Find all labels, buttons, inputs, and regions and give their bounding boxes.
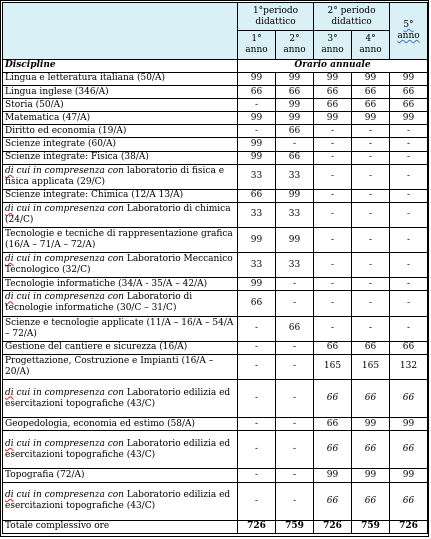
discipline-name <box>3 189 238 202</box>
discipline-text: Matematica (47/A) <box>5 112 91 123</box>
period1-header: 1°periodo didattico <box>238 3 314 31</box>
hours-cell: - <box>276 431 314 469</box>
discipline-name <box>3 469 238 482</box>
hours-cell: - <box>352 316 390 341</box>
hours-cell: - <box>390 291 428 316</box>
hours-cell: - <box>352 151 390 164</box>
table-row <box>3 202 428 227</box>
table-row <box>3 379 428 417</box>
table-row <box>3 189 428 202</box>
discipline-text: Diritto ed economia (19/A) <box>5 125 127 136</box>
hours-cell: - <box>352 202 390 227</box>
hours-cell: - <box>238 431 276 469</box>
hours-cell: - <box>276 341 314 354</box>
hours-cell: - <box>390 189 428 202</box>
hours-cell: - <box>238 125 276 138</box>
discipline-text: Tecnologie informatiche (34/A - 35/A – 42/A) <box>5 278 208 289</box>
hours-cell: - <box>314 151 352 164</box>
discipline-name <box>3 379 238 417</box>
hours-cell: - <box>276 138 314 151</box>
compresenza-prefix: di cui in compresenza con <box>5 387 124 398</box>
hours-cell: 66 <box>390 86 428 99</box>
header-blank-cell <box>3 3 238 60</box>
table-row <box>3 86 428 99</box>
total-hours-cell: 759 <box>352 520 390 533</box>
hours-cell: 99 <box>390 418 428 431</box>
hours-cell: - <box>238 469 276 482</box>
year2-header: 2° anno <box>276 31 314 59</box>
year4-header: 4° anno <box>352 31 390 59</box>
discipline-name <box>3 99 238 112</box>
discipline-text: Laboratorio edilizia ed esercitazioni topografiche (43/C) <box>5 387 231 409</box>
hours-cell: 66 <box>390 482 428 520</box>
hours-cell: - <box>390 138 428 151</box>
hours-cell: - <box>352 278 390 291</box>
hours-cell: 99 <box>390 469 428 482</box>
hours-cell: 66 <box>238 86 276 99</box>
hours-cell: - <box>314 138 352 151</box>
compresenza-prefix: di cui in compresenza con <box>5 165 124 176</box>
hours-cell: 99 <box>352 72 390 85</box>
discipline-name <box>3 316 238 341</box>
table-row <box>3 72 428 85</box>
total-hours-cell: 726 <box>238 520 276 533</box>
hours-cell: 165 <box>314 354 352 379</box>
hours-cell: - <box>314 202 352 227</box>
prefix-di: di <box>5 292 14 303</box>
hours-cell: - <box>238 379 276 417</box>
hours-cell: 132 <box>390 354 428 379</box>
hours-cell: - <box>390 151 428 164</box>
hours-cell: 33 <box>238 253 276 278</box>
hours-cell: 66 <box>314 379 352 417</box>
total-hours-cell: 759 <box>276 520 314 533</box>
discipline-name <box>3 482 238 520</box>
hours-cell: 99 <box>390 112 428 125</box>
discipline-text: Scienze integrate: Chimica (12/A 13/A) <box>5 190 184 201</box>
compresenza-prefix: di cui in compresenza con <box>5 490 124 501</box>
hours-cell: 99 <box>276 228 314 253</box>
hours-cell: - <box>390 228 428 253</box>
hours-cell: - <box>352 125 390 138</box>
hours-cell: 33 <box>276 202 314 227</box>
total-row <box>3 520 428 533</box>
hours-cell: 66 <box>276 86 314 99</box>
discipline-text: Laboratorio edilizia ed esercitazioni topografiche (43/C) <box>5 438 231 460</box>
hours-cell: - <box>390 316 428 341</box>
prefix-di: di <box>5 254 14 265</box>
hours-cell: 33 <box>276 253 314 278</box>
hours-cell: 66 <box>352 341 390 354</box>
prefix-di: di <box>5 165 14 176</box>
total-hours-cell: 726 <box>314 520 352 533</box>
year5-header <box>390 3 428 60</box>
hours-cell: 66 <box>390 379 428 417</box>
discipline-name <box>3 86 238 99</box>
hours-cell: 66 <box>238 291 276 316</box>
hours-cell: - <box>238 482 276 520</box>
hours-cell: 99 <box>352 469 390 482</box>
discipline-text: Progettazione, Costruzione e Impianti (16/A – 20/A) <box>5 355 214 377</box>
hours-cell: 33 <box>238 164 276 189</box>
discipline-name <box>3 228 238 253</box>
table-row <box>3 482 428 520</box>
hours-cell: 99 <box>238 138 276 151</box>
hours-cell: - <box>276 379 314 417</box>
discipline-text: Laboratorio edilizia ed esercitazioni topografiche (43/C) <box>5 490 231 512</box>
hours-cell: 66 <box>276 125 314 138</box>
discipline-name <box>3 431 238 469</box>
hours-cell: 99 <box>314 112 352 125</box>
table-row <box>3 278 428 291</box>
table-row <box>3 228 428 253</box>
table-row <box>3 431 428 469</box>
discipline-text: Laboratorio Meccanico Tecnologico (32/C) <box>5 254 233 276</box>
discipline-text: Scienze e tecnologie applicate (11/A – 16/A – 54/A – 72/A) <box>5 317 234 339</box>
discipline-label: Discipline <box>3 59 238 72</box>
orario-label: Orario annuale <box>238 59 428 72</box>
table-row <box>3 99 428 112</box>
table-row <box>3 341 428 354</box>
hours-cell: - <box>390 202 428 227</box>
table-row <box>3 112 428 125</box>
hours-cell: - <box>352 138 390 151</box>
table-row <box>3 164 428 189</box>
hours-cell: 99 <box>352 418 390 431</box>
hours-cell: 66 <box>314 418 352 431</box>
discipline-name <box>3 354 238 379</box>
hours-cell: 66 <box>276 316 314 341</box>
hours-cell: 66 <box>352 86 390 99</box>
schedule-table <box>2 2 428 534</box>
hours-cell: 66 <box>276 151 314 164</box>
discipline-name <box>3 72 238 85</box>
discipline-name <box>3 112 238 125</box>
hours-cell: - <box>238 316 276 341</box>
table-row <box>3 418 428 431</box>
compresenza-prefix: di cui in compresenza con <box>5 254 124 265</box>
table-row <box>3 469 428 482</box>
discipline-name <box>3 164 238 189</box>
hours-cell: 66 <box>390 99 428 112</box>
discipline-text: Laboratorio di tecnologie informatiche (30/C – 31/C) <box>5 292 193 314</box>
prefix-di: di <box>5 387 14 398</box>
hours-cell: 99 <box>276 112 314 125</box>
discipline-name <box>3 151 238 164</box>
total-hours-cell: 726 <box>390 520 428 533</box>
hours-cell: 99 <box>238 72 276 85</box>
compresenza-prefix: di cui in compresenza con <box>5 203 124 214</box>
period2-header: 2° periodo didattico <box>314 3 390 31</box>
hours-cell: 66 <box>352 99 390 112</box>
hours-cell: 99 <box>238 228 276 253</box>
hours-cell: - <box>276 291 314 316</box>
hours-cell: 33 <box>276 164 314 189</box>
hours-cell: 99 <box>276 99 314 112</box>
hours-cell: - <box>276 354 314 379</box>
year5-label: 5° anno <box>397 19 420 41</box>
hours-cell: - <box>238 99 276 112</box>
hours-cell: - <box>390 253 428 278</box>
table-row <box>3 151 428 164</box>
header-row-periods <box>3 3 428 31</box>
hours-cell: - <box>238 354 276 379</box>
hours-cell: - <box>276 278 314 291</box>
hours-cell: - <box>352 253 390 278</box>
hours-cell: - <box>352 164 390 189</box>
hours-cell: 165 <box>352 354 390 379</box>
hours-cell: - <box>352 228 390 253</box>
prefix-di: di <box>5 438 14 449</box>
hours-cell: 99 <box>314 469 352 482</box>
hours-cell: 66 <box>314 431 352 469</box>
discipline-text: Geopedologia, economia ed estimo (58/A) <box>5 418 196 429</box>
hours-cell: 66 <box>352 482 390 520</box>
hours-cell: - <box>276 469 314 482</box>
hours-cell: - <box>314 189 352 202</box>
hours-cell: - <box>314 253 352 278</box>
hours-cell: - <box>314 228 352 253</box>
table-row <box>3 138 428 151</box>
table-row <box>3 291 428 316</box>
discipline-text: Storia (50/A) <box>5 99 64 110</box>
hours-cell: - <box>314 125 352 138</box>
discipline-text: Lingua inglese (346/A) <box>5 86 109 97</box>
hours-cell: 66 <box>352 379 390 417</box>
prefix-di: di <box>5 203 14 214</box>
hours-cell: - <box>238 341 276 354</box>
discipline-text: Lingua e letteratura italiana (50/A) <box>5 73 166 84</box>
discipline-name <box>3 291 238 316</box>
discipline-name <box>3 253 238 278</box>
hours-cell: - <box>352 291 390 316</box>
hours-cell: 99 <box>238 278 276 291</box>
hours-cell: 66 <box>390 341 428 354</box>
hours-cell: - <box>352 189 390 202</box>
discipline-text: Gestione del cantiere e sicurezza (16/A) <box>5 342 188 353</box>
discipline-text: Scienze integrate (60/A) <box>5 139 116 150</box>
discipline-name <box>3 138 238 151</box>
label-row <box>3 59 428 72</box>
hours-cell: - <box>390 125 428 138</box>
hours-cell: - <box>390 164 428 189</box>
hours-cell: 99 <box>390 72 428 85</box>
compresenza-prefix: di cui in compresenza con <box>5 438 124 449</box>
hours-cell: - <box>276 418 314 431</box>
prefix-di: di <box>5 490 14 501</box>
hours-cell: - <box>314 278 352 291</box>
table-row <box>3 253 428 278</box>
hours-cell: - <box>390 278 428 291</box>
hours-cell: 66 <box>314 99 352 112</box>
hours-cell: 66 <box>238 189 276 202</box>
hours-cell: - <box>238 418 276 431</box>
discipline-text: laboratorio di fisica e fisica applicata (29/C) <box>5 165 225 187</box>
discipline-text: Tecnologie e tecniche di rappresentazione grafica (16/A – 71/A – 72/A) <box>5 229 233 251</box>
discipline-text: Scienze integrate: Fisica (38/A) <box>5 152 149 163</box>
table-row <box>3 354 428 379</box>
total-label: Totale complessivo ore <box>3 520 238 533</box>
hours-cell: - <box>314 164 352 189</box>
compresenza-prefix: di cui in compresenza con <box>5 292 124 303</box>
discipline-name <box>3 418 238 431</box>
hours-cell: 99 <box>352 112 390 125</box>
table-row <box>3 125 428 138</box>
hours-cell: 66 <box>314 482 352 520</box>
hours-cell: - <box>276 482 314 520</box>
hours-cell: 66 <box>314 341 352 354</box>
discipline-text: Topografia (72/A) <box>5 470 85 481</box>
hours-cell: 99 <box>238 112 276 125</box>
hours-cell: - <box>314 291 352 316</box>
hours-cell: 99 <box>276 189 314 202</box>
discipline-name <box>3 278 238 291</box>
hours-cell: 99 <box>238 151 276 164</box>
year3-header: 3° anno <box>314 31 352 59</box>
discipline-text: Laboratorio di chimica (24/C) <box>5 203 231 225</box>
table-row <box>3 316 428 341</box>
hours-cell: 99 <box>276 72 314 85</box>
year1-header: 1° anno <box>238 31 276 59</box>
hours-cell: 33 <box>238 202 276 227</box>
discipline-name <box>3 125 238 138</box>
discipline-name <box>3 202 238 227</box>
hours-cell: - <box>314 316 352 341</box>
hours-cell: 66 <box>352 431 390 469</box>
discipline-name <box>3 341 238 354</box>
hours-cell: 66 <box>390 431 428 469</box>
hours-cell: 99 <box>314 72 352 85</box>
hours-cell: 66 <box>314 86 352 99</box>
